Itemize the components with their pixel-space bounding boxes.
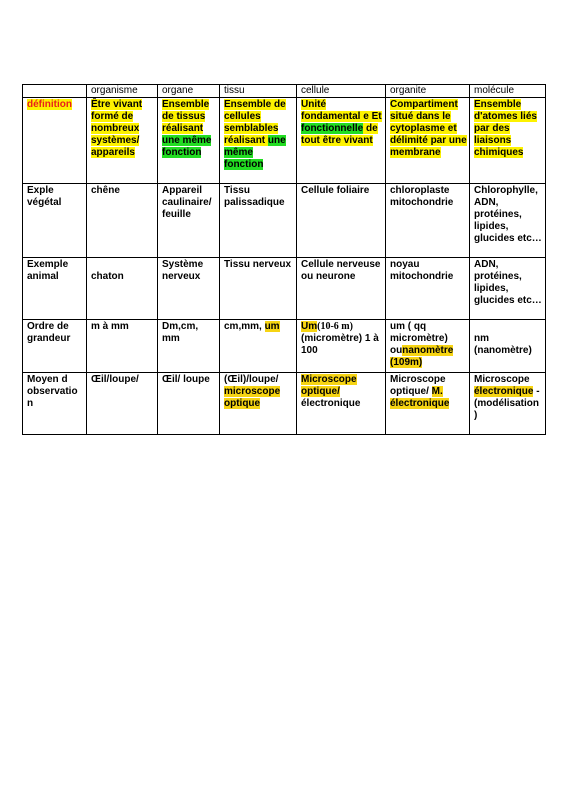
definition-molecule [470, 98, 546, 184]
grandeur-organisme: m à mm [87, 320, 158, 373]
grandeur-row [23, 320, 546, 373]
observation-tissu-highlight: microscope optique [224, 386, 281, 409]
grandeur-cellule-power: (10-6 m) [317, 321, 353, 332]
definition-organite-text: Compartiment situé dans le cytoplasme et délimité par une membrane [390, 99, 467, 158]
observation-organite-text: Microscope optique/ [390, 374, 446, 397]
vegetal-tissu: Tissu palissadique [220, 184, 297, 258]
animal-organisme [87, 258, 158, 320]
observation-molecule-text: Microscope [474, 374, 530, 385]
row-label-observation: Moyen d observatio n [23, 373, 87, 435]
definition-row [23, 98, 546, 184]
definition-cellule [297, 98, 386, 184]
grandeur-organite-highlight: nanomètre (109m) [390, 345, 454, 368]
definition-cellule-highlight: fonctionnelle [301, 123, 364, 134]
definition-organisme [87, 98, 158, 184]
definition-tissu-highlight: une même fonction [224, 135, 286, 170]
vegetal-organe: Appareil caulinaire/ feuille [158, 184, 220, 258]
definition-tissu-text: Ensemble de cellules semblables réalisant [224, 99, 286, 146]
row-label-definition [23, 98, 87, 184]
observation-molecule [470, 373, 546, 435]
observation-organite-highlight: M. électronique [390, 386, 450, 409]
observation-molecule-text-end: - (modélisation ) [474, 386, 540, 421]
definition-organe-highlight: une même fonction [162, 135, 212, 158]
col-header-cellule: cellule [297, 85, 386, 98]
observation-row [23, 373, 546, 435]
definition-tissu [220, 98, 297, 184]
observation-organisme: Œil/loupe/ [87, 373, 158, 435]
grandeur-organite [386, 320, 470, 373]
vegetal-organite: chloroplaste mitochondrie [386, 184, 470, 258]
grandeur-molecule-text: nm (nanomètre) [474, 333, 532, 356]
observation-cellule-text: électronique [301, 398, 361, 409]
animal-row [23, 258, 546, 320]
grandeur-tissu [220, 320, 297, 373]
observation-organe: Œil/ loupe [158, 373, 220, 435]
animal-organite: noyau mitochondrie [386, 258, 470, 320]
definition-organe [158, 98, 220, 184]
header-corner [23, 85, 87, 98]
grandeur-organe: Dm,cm, mm [158, 320, 220, 373]
col-header-molecule: molécule [470, 85, 546, 98]
animal-organe: Système nerveux [158, 258, 220, 320]
classification-table [22, 84, 546, 435]
row-label-vegetal: Exple végétal [23, 184, 87, 258]
vegetal-molecule: Chlorophylle, ADN, protéines, lipides, glucides etc… [470, 184, 546, 258]
grandeur-tissu-highlight: um [264, 321, 280, 332]
animal-organisme-text: chaton [91, 271, 124, 282]
observation-tissu [220, 373, 297, 435]
header-row [23, 85, 546, 98]
observation-cellule [297, 373, 386, 435]
definition-cellule-text-end: de tout être vivant [301, 123, 378, 146]
grandeur-cellule-text: (micromètre) 1 à 100 [301, 333, 379, 356]
observation-molecule-highlight: électronique [474, 386, 534, 397]
grandeur-cellule-highlight: Um [301, 321, 318, 332]
vegetal-organisme: chêne [87, 184, 158, 258]
animal-molecule: ADN, protéines, lipides, glucides etc… [470, 258, 546, 320]
definition-molecule-text: Ensemble d'atomes liés par des liaisons chimiques [474, 99, 537, 158]
col-header-organisme: organisme [87, 85, 158, 98]
row-label-animal: Exemple animal [23, 258, 87, 320]
observation-cellule-highlight: Microscope optique/ [301, 374, 357, 397]
observation-tissu-text: (Œil)/loupe/ [224, 374, 279, 385]
definition-organite [386, 98, 470, 184]
definition-label-text: définition [27, 99, 72, 110]
animal-tissu: Tissu nerveux [220, 258, 297, 320]
col-header-organite: organite [386, 85, 470, 98]
col-header-tissu: tissu [220, 85, 297, 98]
definition-organisme-text: Être vivant formé de nombreux systèmes/ appareils [91, 99, 143, 158]
grandeur-molecule [470, 320, 546, 373]
vegetal-cellule: Cellule foliaire [297, 184, 386, 258]
grandeur-organite-text: um ( qq micromètre) ou [390, 321, 448, 356]
row-label-grandeur: Ordre de grandeur [23, 320, 87, 373]
animal-cellule: Cellule nerveuse ou neurone [297, 258, 386, 320]
grandeur-tissu-text: cm,mm, [224, 321, 265, 332]
definition-organe-text: Ensemble de tissus réalisant [162, 99, 210, 134]
observation-organite [386, 373, 470, 435]
definition-cellule-text: Unité fondamental e Et [301, 99, 382, 122]
grandeur-cellule [297, 320, 386, 373]
vegetal-row [23, 184, 546, 258]
col-header-organe: organe [158, 85, 220, 98]
